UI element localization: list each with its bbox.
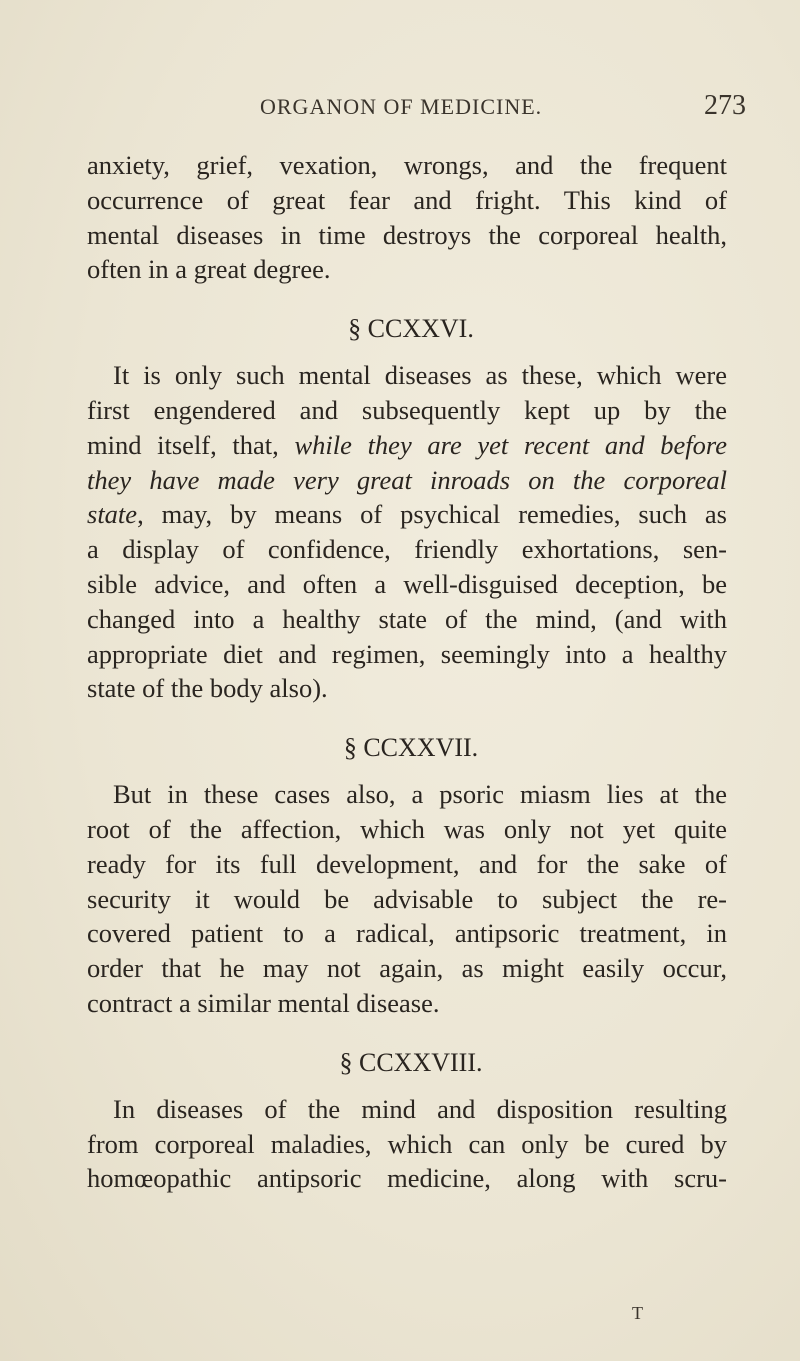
paragraph-line: ready for its full development, and for the sake of [87,848,727,879]
paragraph-line: contract a similar mental disease. [87,987,440,1018]
section-heading-226: § CCXXVI. [348,314,474,344]
paragraph-line: sible advice, and often a well-disguised deception, be [87,568,727,599]
italic-text: they have made very great inroads on the corporeal [87,464,727,495]
section-heading-227: § CCXXVII. [343,733,479,763]
paragraph-line: state of the body also). [87,673,328,704]
paragraph-line: anxiety, grief, vexation, wrongs, and the frequent [87,150,727,180]
paragraph-line: homœopathic antipsoric medicine, along with scru- [87,1163,727,1194]
paragraph-line: security it would be advisable to subject the re- [87,883,727,914]
paragraph-line [87,463,727,498]
paragraph-line: covered patient to a radical, antipsoric treatment, in [87,918,727,949]
paragraph-line: changed into a healthy state of the mind, (and with [87,603,727,634]
italic-text: state [87,499,138,530]
paragraph-line: a display of confidence, friendly exhortations, sen- [87,534,727,565]
paragraph-line: order that he may not again, as might easily occur, [87,953,727,984]
paragraph-line: appropriate diet and regimen, seemingly into a healthy [87,638,727,669]
paragraph-line: root of the affection, which was only not yet quite [87,813,727,844]
paragraph-line: occurrence of great fear and fright. This kind of [87,184,727,215]
paragraph-line [87,428,727,463]
paragraph-line: first engendered and subsequently kept up by the [87,394,727,425]
paragraph-line: often in a great degree. [87,254,331,285]
line-text: mind itself, that, [87,429,295,460]
signature-mark: T [632,1303,643,1323]
italic-text: while they are yet recent and before [294,429,727,460]
running-title: ORGANON OF MEDICINE. [260,94,543,119]
body-text [87,148,727,1196]
running-head [0,90,800,134]
paragraph-line: mental diseases in time destroys the corporeal health, [87,219,727,250]
section-heading-228: § CCXXVIII. [339,1047,483,1077]
page-number: 273 [704,90,746,121]
paragraph-line: It is only such mental diseases as these, which were [113,360,727,391]
line-text: , may, by means of psychical remedies, such as [137,499,727,530]
paragraph-line: from corporeal maladies, which can only be cured by [87,1128,727,1159]
paragraph-line [87,497,727,532]
paragraph-line: In diseases of the mind and disposition resulting [113,1093,727,1124]
paragraph-line: But in these cases also, a psoric miasm lies at the [113,779,727,810]
